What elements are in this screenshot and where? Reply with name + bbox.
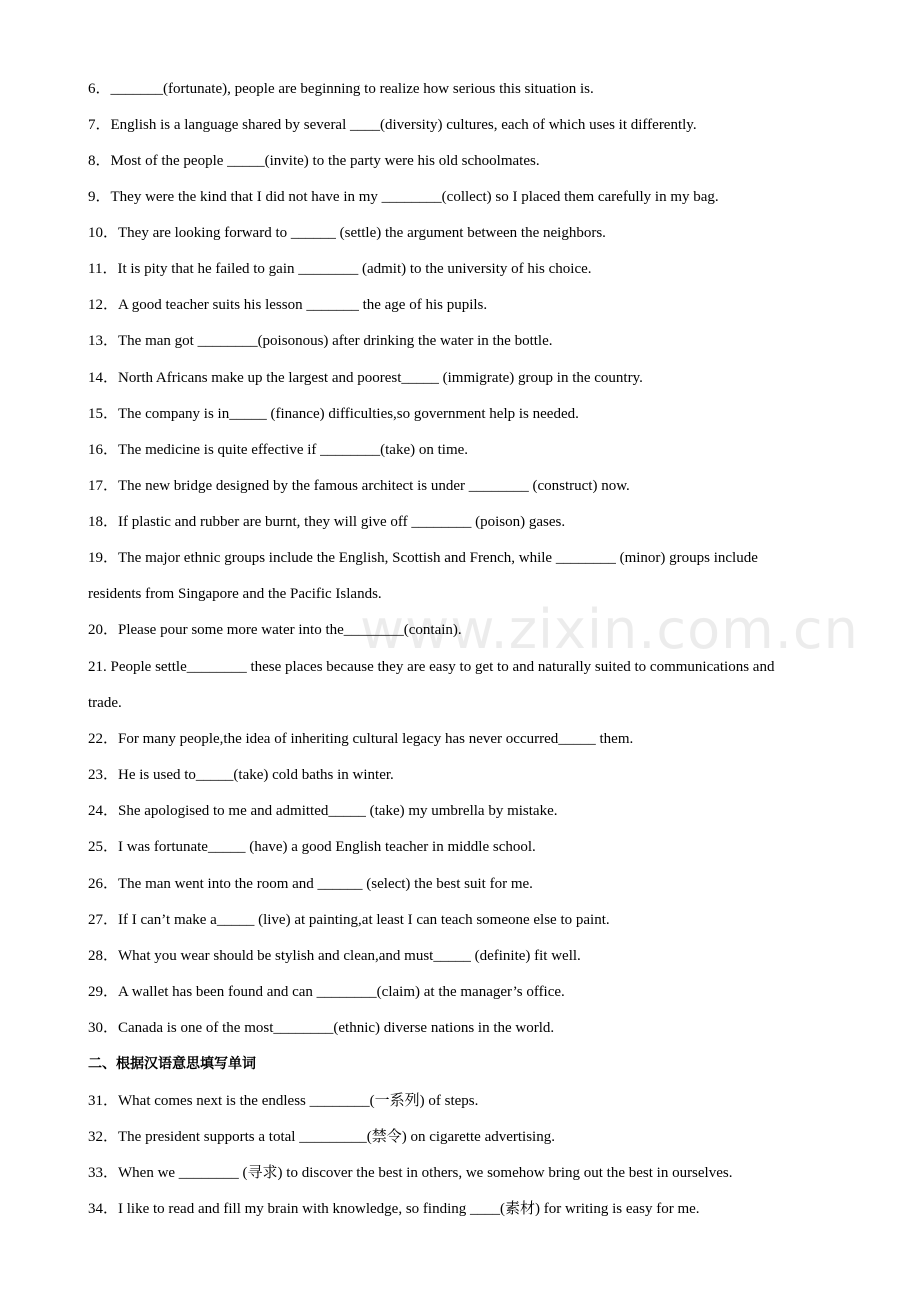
exercise-line: 12．A good teacher suits his lesson _______ the age of his pupils. bbox=[88, 297, 488, 313]
exercise-line: 13．The man got ________(poisonous) after drinking the water in the bottle. bbox=[88, 333, 553, 349]
exercise-line: 7．English is a language shared by several ____(diversity) cultures, each of which uses it differently. bbox=[88, 117, 697, 133]
exercise-line: 31．What comes next is the endless ________(一系列) of steps. bbox=[88, 1093, 479, 1109]
exercise-line-continued: trade. bbox=[88, 695, 122, 711]
exercise-line-continued: residents from Singapore and the Pacific Islands. bbox=[88, 586, 382, 602]
exercise-line: 23．He is used to_____(take) cold baths in winter. bbox=[88, 767, 394, 783]
exercise-line: 30．Canada is one of the most________(ethnic) diverse nations in the world. bbox=[88, 1020, 555, 1036]
exercise-line: 8．Most of the people _____(invite) to the party were his old schoolmates. bbox=[88, 153, 540, 169]
exercise-line: 16．The medicine is quite effective if ________(take) on time. bbox=[88, 442, 469, 458]
exercise-line: 25．I was fortunate_____ (have) a good English teacher in middle school. bbox=[88, 839, 536, 855]
section-heading: 二、根据汉语意思填写单词 bbox=[88, 1056, 256, 1072]
exercise-line: 32．The president supports a total _________(禁令) on cigarette advertising. bbox=[88, 1129, 555, 1145]
exercise-line: 34．I like to read and fill my brain with knowledge, so finding ____(素材) for writing is easy for me. bbox=[88, 1201, 700, 1217]
exercise-line: 6．_______(fortunate), people are beginning to realize how serious this situation is. bbox=[88, 81, 594, 97]
exercise-line: 10．They are looking forward to ______ (settle) the argument between the neighbors. bbox=[88, 225, 606, 241]
exercise-line: 26．The man went into the room and ______ (select) the best suit for me. bbox=[88, 876, 533, 892]
exercise-line: 28．What you wear should be stylish and clean,and must_____ (definite) fit well. bbox=[88, 948, 581, 964]
exercise-line: 15．The company is in_____ (finance) difficulties,so government help is needed. bbox=[88, 406, 579, 422]
exercise-line: 21. People settle________ these places because they are easy to get to and naturally suited to communications and bbox=[88, 659, 775, 675]
exercise-line: 11．It is pity that he failed to gain ________ (admit) to the university of his choice. bbox=[88, 261, 592, 277]
watermark-text: www.zixin.com.cn bbox=[360, 598, 859, 661]
exercise-line: 19．The major ethnic groups include the English, Scottish and French, while ________ (minor) groups include bbox=[88, 550, 758, 566]
exercise-line: 20．Please pour some more water into the________(contain). bbox=[88, 622, 462, 638]
exercise-line: 29．A wallet has been found and can ________(claim) at the manager’s office. bbox=[88, 984, 565, 1000]
exercise-line: 14．North Africans make up the largest and poorest_____ (immigrate) group in the country. bbox=[88, 370, 643, 386]
exercise-line: 9．They were the kind that I did not have in my ________(collect) so I placed them carefully in my bag. bbox=[88, 189, 719, 205]
exercise-line: 24．She apologised to me and admitted_____ (take) my umbrella by mistake. bbox=[88, 803, 558, 819]
exercise-line: 22．For many people,the idea of inheriting cultural legacy has never occurred_____ them. bbox=[88, 731, 634, 747]
exercise-line: 27．If I can’t make a_____ (live) at painting,at least I can teach someone else to paint. bbox=[88, 912, 610, 928]
exercise-line: 17．The new bridge designed by the famous architect is under ________ (construct) now. bbox=[88, 478, 630, 494]
exercise-line: 18．If plastic and rubber are burnt, they will give off ________ (poison) gases. bbox=[88, 514, 566, 530]
exercise-line: 33．When we ________ (寻求) to discover the best in others, we somehow bring out the best in ourselves. bbox=[88, 1165, 733, 1181]
